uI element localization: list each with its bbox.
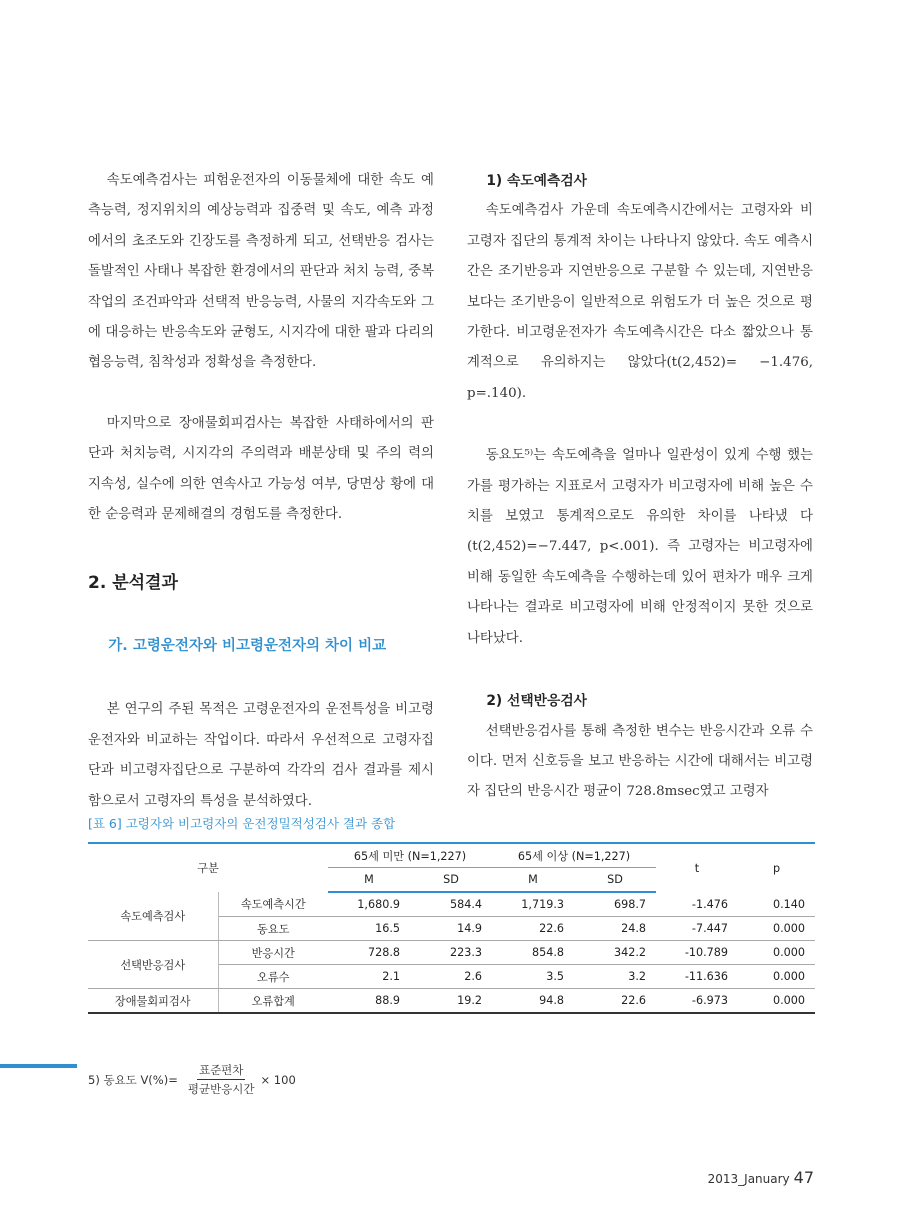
cell-p: 0.000	[738, 989, 815, 1014]
cell-t: -1.476	[656, 892, 738, 917]
cell-sd2: 698.7	[574, 892, 656, 917]
header-p: p	[738, 843, 815, 892]
row-item: 반응시간	[218, 941, 328, 965]
row-group: 선택반응검사	[88, 941, 218, 989]
subsection-title: 가. 고령운전자와 비고령운전자의 차이 비교	[108, 637, 387, 654]
cell-m2: 22.6	[492, 917, 574, 941]
cell-t: -11.636	[656, 965, 738, 989]
cell-p: 0.000	[738, 941, 815, 965]
table-row	[88, 892, 815, 917]
table-caption: [표 6] 고령자와 비고령자의 운전정밀적성검사 결과 종합	[88, 816, 396, 831]
cell-p: 0.000	[738, 917, 815, 941]
row-item: 오류수	[218, 965, 328, 989]
cell-m2: 1,719.3	[492, 892, 574, 917]
header-over65: 65세 이상 (N=1,227)	[492, 843, 656, 868]
section-title: 2. 분석결과	[88, 573, 178, 594]
right-column	[467, 166, 813, 808]
cell-sd2: 22.6	[574, 989, 656, 1014]
cell-sd1: 584.4	[410, 892, 492, 917]
subheading: 2) 선택반응검사	[486, 693, 587, 710]
header-group: 구분	[88, 843, 328, 892]
cell-p: 0.140	[738, 892, 815, 917]
fraction	[186, 1062, 257, 1097]
cell-m1: 16.5	[328, 917, 410, 941]
paragraph: 마지막으로 장애물회피검사는 복잡한 사태하에서의 판단과 처치능력, 시지각의 주의력과 배분상태 및 주의 력의 지속성, 실수에 의한 연속사고 가능성 여부, 당면상 황에 대한 순응력과 문제해결의 경험도를 측정한다.	[88, 415, 434, 523]
header-sd: SD	[410, 868, 492, 893]
paragraph: 선택반응검사를 통해 측정한 변수는 반응시간과 오류 수이다. 먼저 신호등을 보고 반응하는 시간에 대해서는 비고령자 집단의 반응시간 평균이 728.8msec였고 고령자	[467, 723, 813, 800]
cell-t: -7.447	[656, 917, 738, 941]
page-folio	[708, 1168, 814, 1187]
cell-m1: 2.1	[328, 965, 410, 989]
row-item: 속도예측시간	[218, 892, 328, 917]
header-m: M	[492, 868, 574, 893]
left-column	[88, 166, 434, 817]
cell-sd1: 223.3	[410, 941, 492, 965]
cell-m2: 854.8	[492, 941, 574, 965]
paragraph: 속도예측검사 가운데 속도예측시간에서는 고령자와 비고령자 집단의 통계적 차이는 나타나지 않았다. 속도 예측시간은 조기반응과 지연반응으로 구분할 수 있는데, 지연반응보다는 조기반응이 일반적으로 위험도가 더 높은 것으로 평가한다. 비고령운전자가 속도예측시간은 다소 짧았으나 통계적으로 유의하지는 않았다(t(2,452)= −1.476, p=.140).	[467, 203, 813, 401]
row-item: 동요도	[218, 917, 328, 941]
cell-m1: 88.9	[328, 989, 410, 1014]
cell-m1: 728.8	[328, 941, 410, 965]
footnote-multiplier: × 100	[260, 1072, 296, 1087]
cell-sd1: 14.9	[410, 917, 492, 941]
page-number: 47	[793, 1168, 814, 1187]
issue-label: 2013_January	[707, 1172, 790, 1186]
cell-m2: 94.8	[492, 989, 574, 1014]
footnote-label: 5) 동요도 V(%)=	[88, 1072, 178, 1087]
cell-sd2: 342.2	[574, 941, 656, 965]
footnote-accent-bar	[0, 1064, 77, 1068]
header-under65: 65세 미만 (N=1,227)	[328, 843, 492, 868]
row-item: 오류합계	[218, 989, 328, 1014]
cell-sd2: 3.2	[574, 965, 656, 989]
header-m: M	[328, 868, 410, 893]
cell-sd1: 2.6	[410, 965, 492, 989]
cell-sd1: 19.2	[410, 989, 492, 1014]
subheading: 1) 속도예측검사	[486, 173, 587, 189]
paragraph: 속도예측검사는 피험운전자의 이동물체에 대한 속도 예측능력, 정지위치의 예상능력과 집중력 및 속도, 예측 과정에서의 초조도와 긴장도를 측정하게 되고, 선택반응 검사는 돌발적인 사태나 복잡한 환경에서의 판단과 처치 능력, 중복작업의 조건파악과 선택적 반응능력, 사물의 지각속도와 그에 대응하는 반응속도와 균형도, 시지각에 대한 팔과 다리의 협응능력, 침착성과 정확성을 측정한다.	[88, 173, 434, 371]
row-group: 속도예측검사	[88, 892, 218, 941]
cell-p: 0.000	[738, 965, 815, 989]
header-t: t	[656, 843, 738, 892]
footnote	[88, 1062, 296, 1097]
paragraph: 동요도⁵⁾는 속도예측을 얼마나 일관성이 있게 수행 했는가를 평가하는 지표로서 고령자가 비고령자에 비해 높은 수치를 보였고 통계적으로도 유의한 차이를 나타냈 다(t(2,452)=−7.447, p<.001). 즉 고령자는 비고령자에 비해 동일한 속도예측을 수행하는데 있어 편차가 매우 크게 나타나는 결과로 비고령자에 비해 안정적이지 못한 것으로 나타났다.	[467, 448, 813, 646]
cell-m1: 1,680.9	[328, 892, 410, 917]
table-row	[88, 989, 815, 1014]
cell-t: -6.973	[656, 989, 738, 1014]
fraction-denominator: 평균반응시간	[187, 1082, 255, 1096]
paragraph: 본 연구의 주된 목적은 고령운전자의 운전특성을 비고령운전자와 비교하는 작업이다. 따라서 우선적으로 고령자집단과 비고령자집단으로 구분하여 각각의 검사 결과를 제시함으로서 고령자의 특성을 분석하였다.	[88, 702, 434, 809]
results-table	[88, 842, 815, 1014]
cell-m2: 3.5	[492, 965, 574, 989]
header-sd: SD	[574, 868, 656, 893]
cell-sd2: 24.8	[574, 917, 656, 941]
fraction-numerator: 표준편차	[197, 1062, 245, 1080]
row-group: 장애물회피검사	[88, 989, 218, 1014]
cell-t: -10.789	[656, 941, 738, 965]
table-row	[88, 941, 815, 965]
